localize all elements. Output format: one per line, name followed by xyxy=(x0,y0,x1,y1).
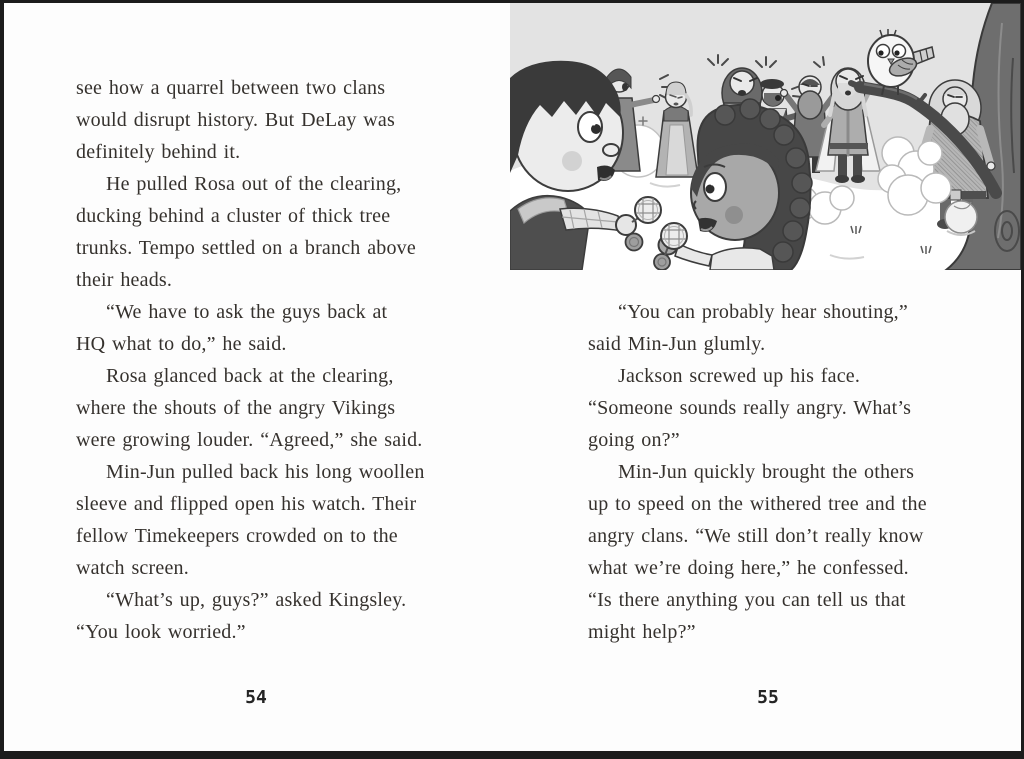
text-line: said Min-Jun glumly. xyxy=(588,333,766,355)
text-line: ducking behind a cluster of thick tree xyxy=(76,205,391,227)
text-line: sleeve and flipped open his watch. Their xyxy=(76,493,417,515)
frame-bottom xyxy=(0,751,1024,759)
text-line: what we’re doing here,” he confessed. xyxy=(588,557,909,579)
text-line: “What’s up, guys?” asked Kingsley. xyxy=(106,589,407,611)
text-line: HQ what to do,” he said. xyxy=(76,333,287,355)
frame-left xyxy=(0,0,4,759)
text-line: Min-Jun quickly brought the others xyxy=(618,461,915,483)
page-left-text xyxy=(76,72,442,648)
text-line: Rosa glanced back at the clearing, xyxy=(106,365,394,387)
illustration-svg xyxy=(510,3,1021,270)
text-line: “You can probably hear shouting,” xyxy=(618,301,908,323)
text-line: trunks. Tempo settled on a branch above xyxy=(76,237,416,259)
page-number-left: 54 xyxy=(245,687,267,708)
text-line: where the shouts of the angry Vikings xyxy=(76,397,396,419)
text-line: Min-Jun pulled back his long woollen xyxy=(106,461,425,483)
text-line: “We have to ask the guys back at xyxy=(106,301,388,323)
text-line: might help?” xyxy=(588,621,696,643)
text-line: “Is there anything you can tell us that xyxy=(588,589,906,611)
text-line: “You look worried.” xyxy=(76,621,246,643)
text-line: would disrupt history. But DeLay was xyxy=(76,109,395,131)
text-line: were growing louder. “Agreed,” she said. xyxy=(76,429,423,451)
boy-blush xyxy=(562,151,582,171)
boy-nose xyxy=(603,144,619,156)
text-line: their heads. xyxy=(76,269,173,291)
girl-blush xyxy=(725,206,743,224)
text-line: He pulled Rosa out of the clearing, xyxy=(106,173,402,195)
illustration xyxy=(510,3,1021,270)
girl-collar xyxy=(710,248,774,270)
text-line: see how a quarrel between two clans xyxy=(76,77,386,99)
text-line: Jackson screwed up his face. xyxy=(618,365,861,387)
page-number-right: 55 xyxy=(757,687,779,708)
text-line: definitely behind it. xyxy=(76,141,241,163)
text-line: up to speed on the withered tree and the xyxy=(588,493,927,515)
boy-hand xyxy=(616,215,636,235)
page-right-text xyxy=(588,296,954,648)
text-line: fellow Timekeepers crowded on to the xyxy=(76,525,398,547)
text-line: going on?” xyxy=(588,429,680,451)
text-line: “Someone sounds really angry. What’s xyxy=(588,397,912,419)
text-line: angry clans. “We still don’t really know xyxy=(588,525,924,547)
text-line: watch screen. xyxy=(76,557,189,579)
